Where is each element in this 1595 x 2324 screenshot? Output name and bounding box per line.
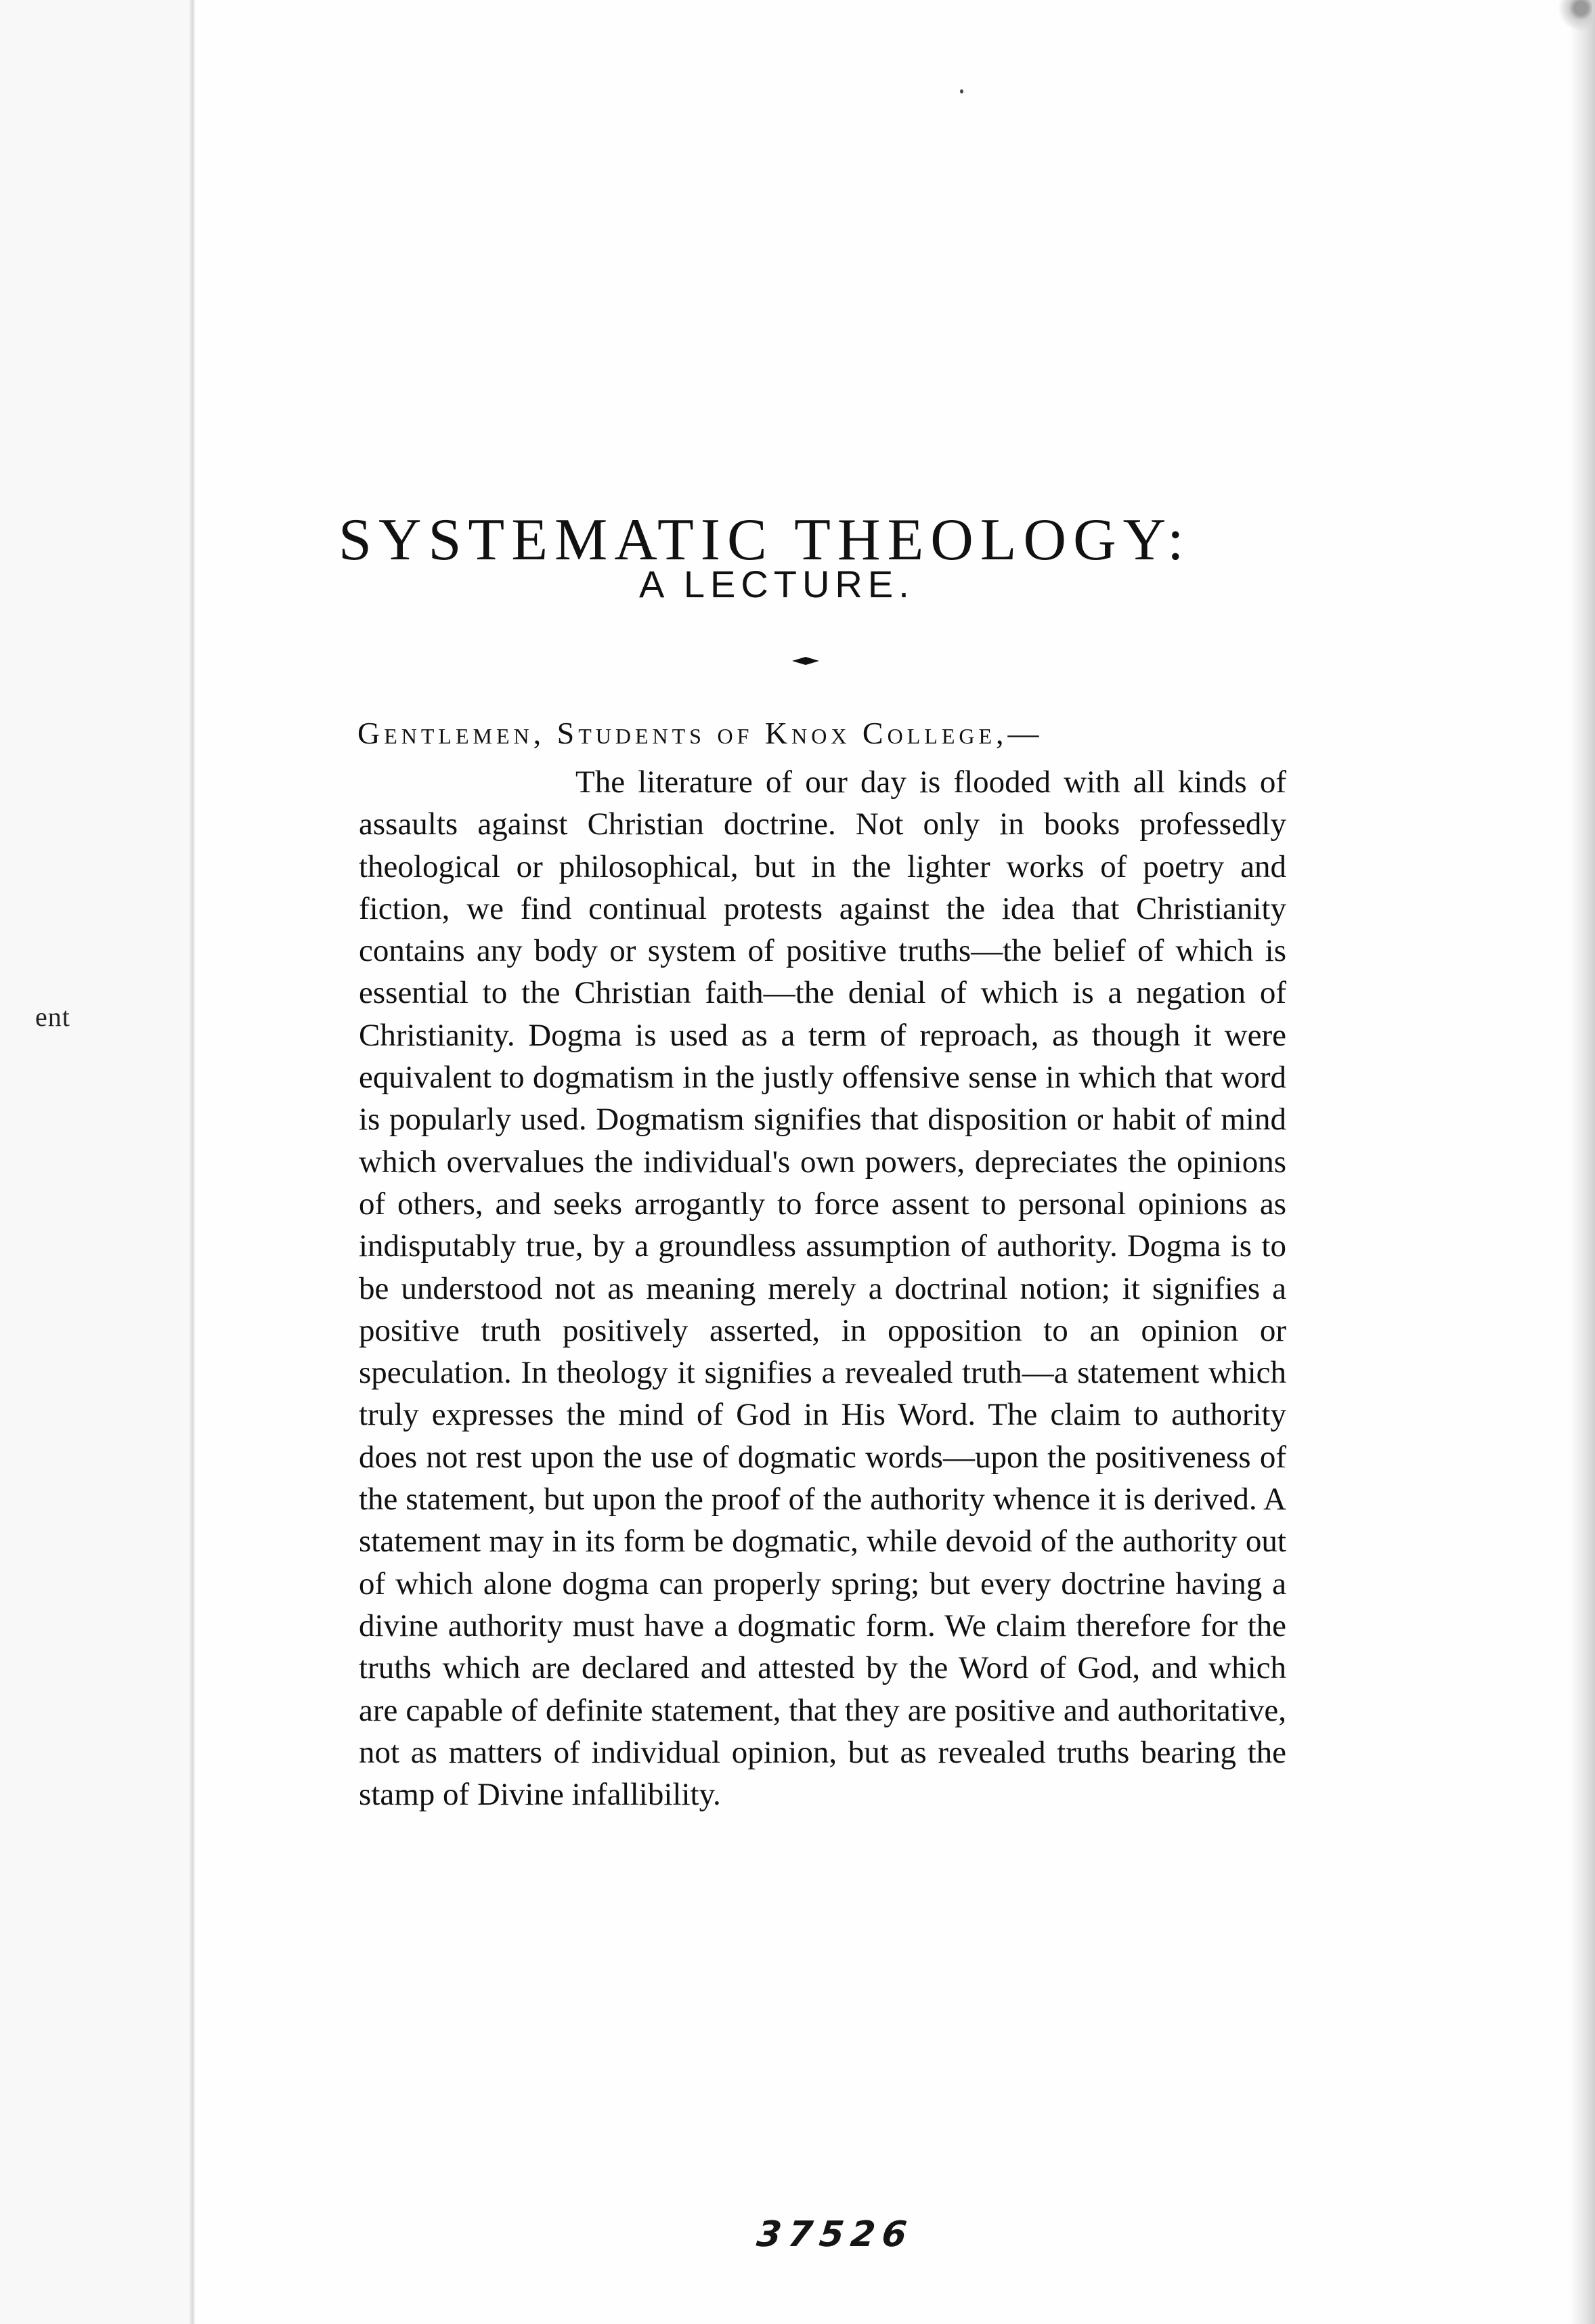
facing-page-edge	[0, 0, 190, 2324]
page-right-edge	[1569, 0, 1595, 2324]
salutation: Gentlemen, Students of Knox College,—	[357, 716, 1043, 750]
page-title: SYSTEMATIC THEOLOGY:	[338, 507, 1191, 573]
lecture-body: The literature of our day is flooded with all kinds of assaults against Christian doctrine. Not only in books professedly theological or philosophical, but in the lighter works of poetry and fiction, we find continual protests against the idea that Christianity contains any body or system of positive truths—the belief of which is essential to the Christian faith—the denial of which is a negation of Christianity. Dogma is used as a term of reproach, as though it were equivalent to dogmatism in the justly offensive sense in which that word is popularly used. Dogmatism signifies that disposition or habit of mind which overvalues the individual's own powers, depreciates the opinions of others, and seeks arrogantly to force assent to personal opinions as indisputably true, by a groundless assumption of authority. Dogma is to be understood not as meaning merely a doctrinal notion; it signifies a positive truth positively asserted, in opposition to an opinion or speculation. In theology it signifies a revealed truth—a statement which truly expresses the mind of God in His Word. The claim to authority does not rest upon the use of dogmatic words—upon the positiveness of the statement, but upon the proof of the authority whence it is derived. A statement may in its form be dogmatic, while devoid of the authority out of which alone dogma can properly spring; but every doctrine having a divine authority must have a dogmatic form. We claim therefore for the truths which are declared and attested by the Word of God, and which are capable of definite statement, that they are positive and authoritative, not as matters of individual opinion, but as revealed truths bearing the stamp of Divine infallibility.	[359, 765, 1286, 1813]
page-corner-mark	[1554, 0, 1592, 41]
handwritten-folio-number: 37526	[754, 2214, 916, 2255]
page-subtitle: A LECTURE.	[639, 563, 915, 605]
diamond-ornament-icon	[792, 654, 819, 668]
facing-page-fragment: ent	[35, 1002, 70, 1032]
book-gutter	[190, 0, 195, 2324]
ink-speck	[960, 89, 963, 93]
